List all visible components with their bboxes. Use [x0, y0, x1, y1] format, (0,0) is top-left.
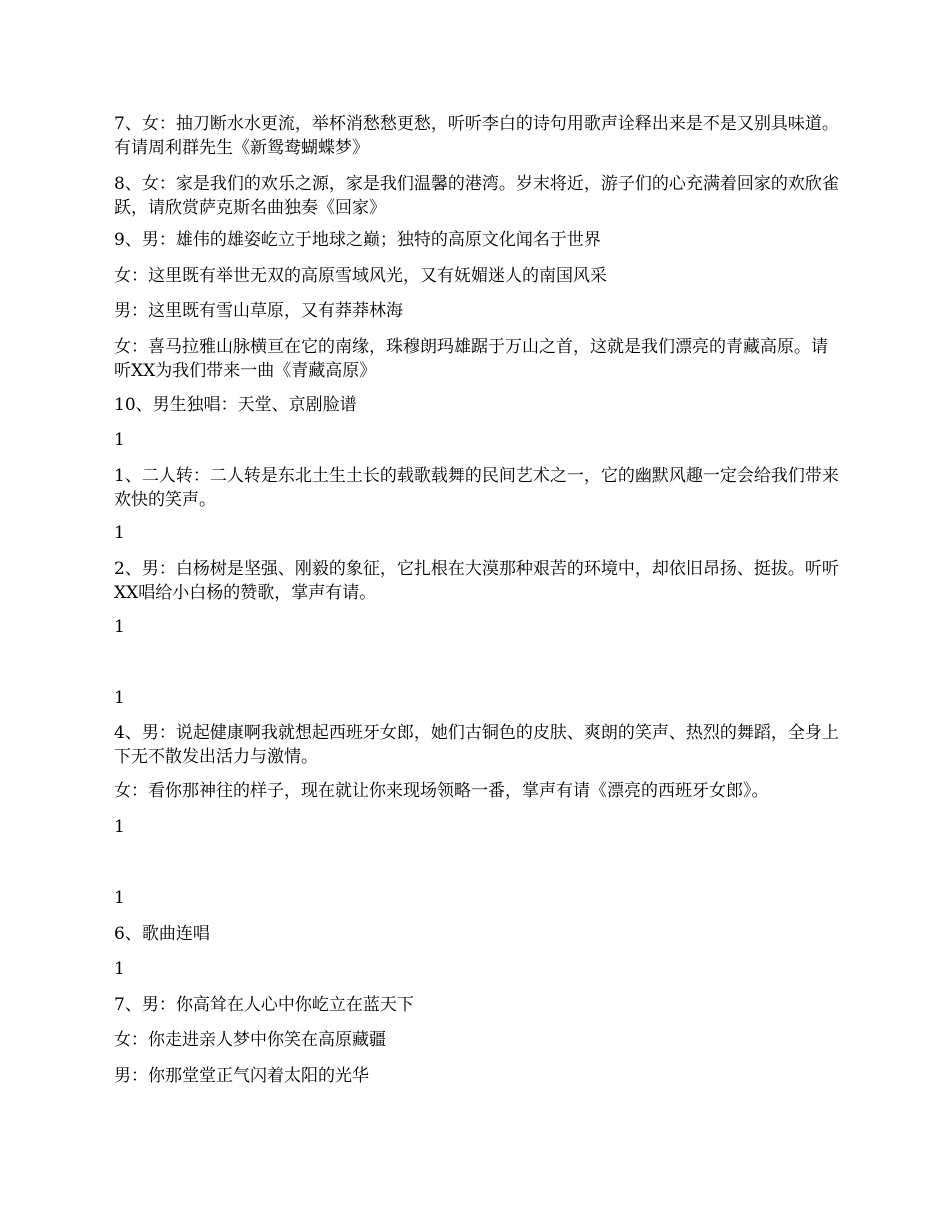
- paragraph-5: 男：这里既有雪山草原，又有莽莽林海: [114, 301, 403, 321]
- paragraph-12: 1: [114, 617, 125, 637]
- paragraph-3: 9、男：雄伟的雄姿屹立于地球之巅；独特的高原文化闻名于世界: [114, 230, 601, 250]
- paragraph-18: 6、歌曲连唱: [114, 924, 210, 944]
- paragraph-1: 7、女：抽刀断水水更流，举杯消愁愁更愁，听听李白的诗句用歌声诠释出来是不是又别具味道。有请周利群先生《新鸳鸯蝴蝶梦》: [114, 114, 839, 158]
- paragraph-9: 1、二人转：二人转是东北土生土长的载歌载舞的民间艺术之一，它的幽默风趣一定会给我们带来欢快的笑声。: [114, 466, 839, 510]
- paragraph-20: 7、男：你高耸在人心中你屹立在蓝天下: [114, 995, 414, 1015]
- paragraph-2: 8、女：家是我们的欢乐之源，家是我们温馨的港湾。岁末将近，游子们的心充满着回家的欢欣雀跃，请欣赏萨克斯名曲独奏《回家》: [114, 174, 839, 218]
- paragraph-16: 1: [114, 817, 125, 837]
- paragraph-6: 女：喜马拉雅山脉横亘在它的南缘，珠穆朗玛雄踞于万山之首，这就是我们漂亮的青藏高原。请听XX为我们带来一曲《青藏高原》: [114, 337, 828, 381]
- paragraph-13: 1: [114, 688, 125, 708]
- paragraph-11: 2、男：白杨树是坚强、刚毅的象征，它扎根在大漠那种艰苦的环境中，却依旧昂扬、挺拔。听听XX唱给小白杨的赞歌，掌声有请。: [114, 559, 839, 603]
- paragraph-17: 1: [114, 888, 125, 908]
- paragraph-8: 1: [114, 430, 125, 450]
- paragraph-4: 女：这里既有举世无双的高原雪域风光，又有妩媚迷人的南国风采: [114, 266, 607, 286]
- paragraph-7: 10、男生独唱：天堂、京剧脸谱: [114, 395, 357, 415]
- paragraph-22: 男：你那堂堂正气闪着太阳的光华: [114, 1066, 369, 1086]
- paragraph-10: 1: [114, 523, 125, 543]
- paragraph-19: 1: [114, 959, 125, 979]
- paragraph-21: 女：你走进亲人梦中你笑在高原藏疆: [114, 1030, 386, 1050]
- paragraph-14: 4、男：说起健康啊我就想起西班牙女郎，她们古铜色的皮肤、爽朗的笑声、热烈的舞蹈，全身上下无不散发出活力与激情。: [114, 723, 839, 767]
- paragraph-15: 女：看你那神往的样子，现在就让你来现场领略一番，掌声有请《漂亮的西班牙女郎》。: [114, 781, 769, 801]
